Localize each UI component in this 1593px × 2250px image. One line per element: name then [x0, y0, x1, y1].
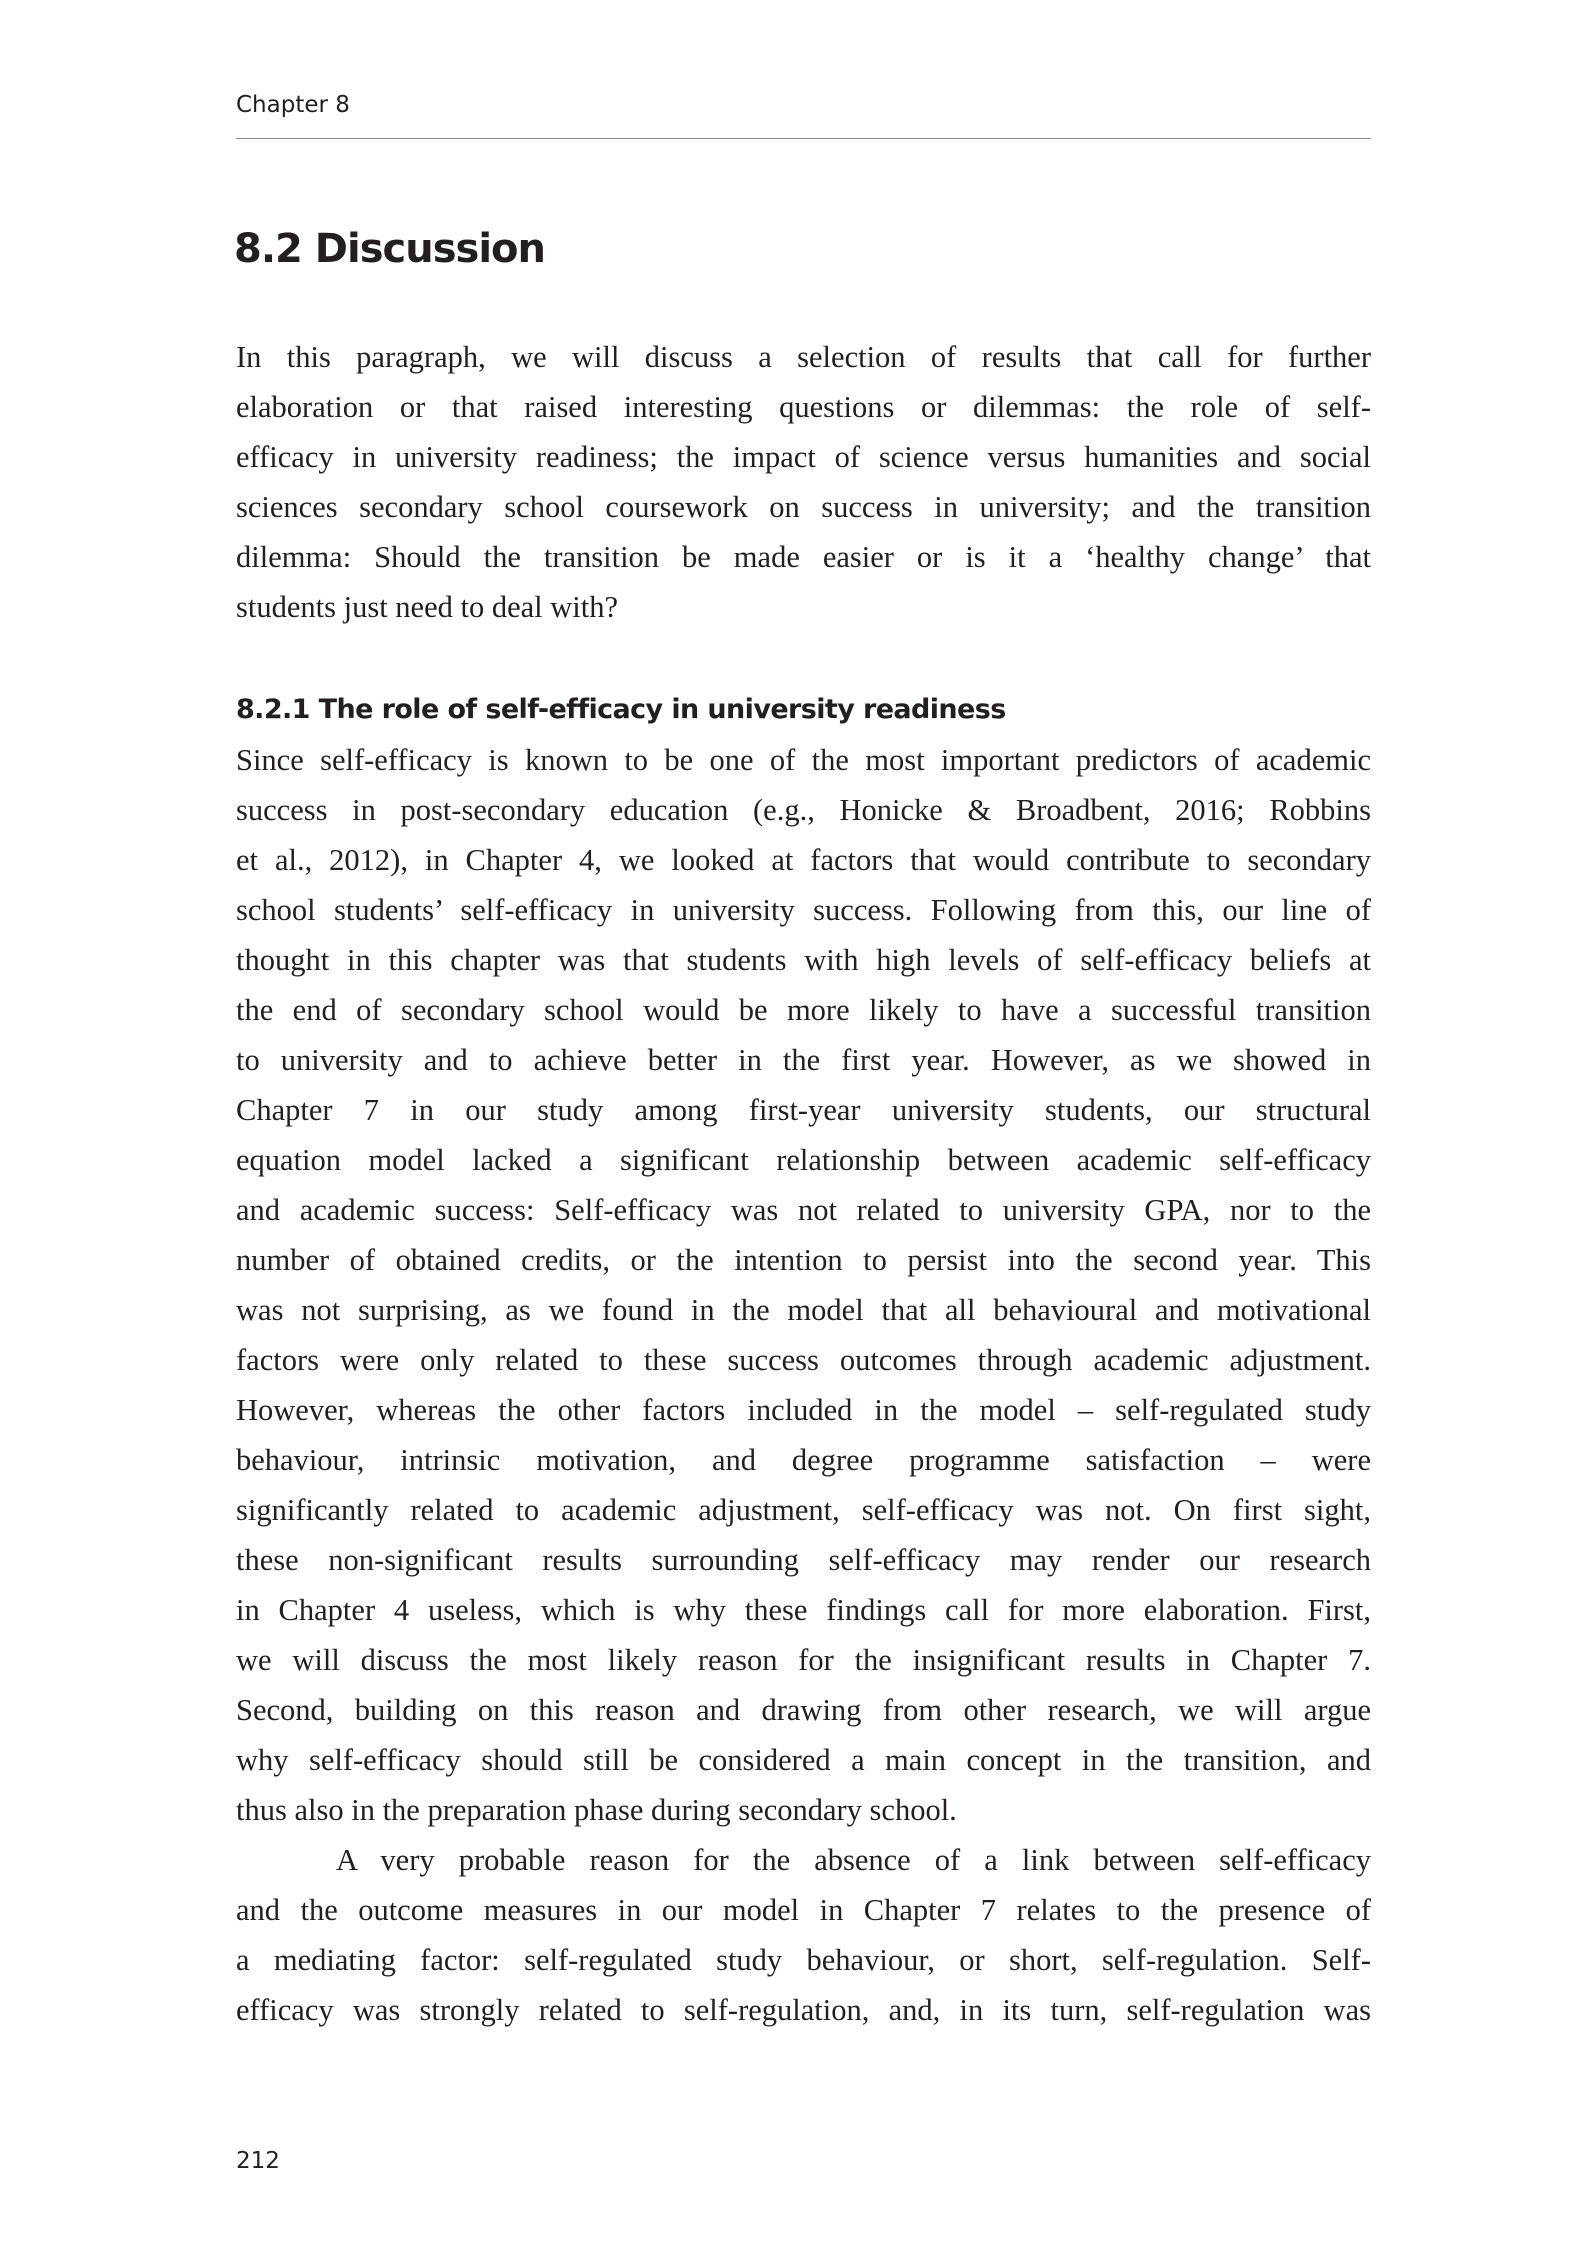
text-line: thus also in the preparation phase during secondary school.: [236, 1793, 957, 1827]
text-line: factors were only related to these success outcomes through academic adjustment.: [236, 1343, 1371, 1377]
intro-paragraph: [236, 332, 1371, 632]
text-line: a mediating factor: self-regulated study behaviour, or short, self-regulation. Self-: [236, 1943, 1371, 1977]
text-line: et al., 2012), in Chapter 4, we looked at factors that would contribute to secondary: [236, 843, 1371, 877]
running-head: Chapter 8: [236, 92, 350, 118]
text-line: school students’ self-efficacy in university success. Following from this, our line of: [236, 893, 1371, 927]
text-line: to university and to achieve better in the first year. However, as we showed in: [236, 1043, 1371, 1077]
text-line: However, whereas the other factors included in the model – self-regulated study: [236, 1393, 1371, 1427]
text-line: Chapter 7 in our study among first-year university students, our structural: [236, 1093, 1371, 1127]
text-line: was not surprising, as we found in the model that all behavioural and motivational: [236, 1293, 1371, 1327]
text-line: behaviour, intrinsic motivation, and degree programme satisfaction – were: [236, 1443, 1371, 1477]
text-line: why self-efficacy should still be considered a main concept in the transition, and: [236, 1743, 1371, 1777]
text-line: Second, building on this reason and drawing from other research, we will argue: [236, 1693, 1371, 1727]
text-line: the end of secondary school would be more likely to have a successful transition: [236, 993, 1371, 1027]
text-line: thought in this chapter was that students with high levels of self-efficacy beliefs at: [236, 943, 1371, 977]
subsection-title: 8.2.1 The role of self-efficacy in university readiness: [236, 694, 1006, 725]
text-line: these non-significant results surrounding self-efficacy may render our research: [236, 1543, 1371, 1577]
text-line: dilemma: Should the transition be made easier or is it a ‘healthy change’ that: [236, 540, 1371, 574]
text-line: A very probable reason for the absence of a link between self-efficacy: [336, 1843, 1371, 1877]
text-line: Since self-efficacy is known to be one of the most important predictors of academic: [236, 743, 1371, 777]
header-rule: [236, 138, 1371, 139]
text-line: students just need to deal with?: [236, 590, 619, 624]
text-line: elaboration or that raised interesting questions or dilemmas: the role of self-: [236, 390, 1371, 424]
page-number: 212: [236, 2148, 280, 2174]
text-line: significantly related to academic adjustment, self-efficacy was not. On first sight,: [236, 1493, 1371, 1527]
body-paragraph-2: [236, 1835, 1371, 2035]
text-line: and academic success: Self-efficacy was not related to university GPA, nor to the: [236, 1193, 1371, 1227]
text-line: efficacy was strongly related to self-regulation, and, in its turn, self-regulation was: [236, 1993, 1371, 2027]
text-line: in Chapter 4 useless, which is why these findings call for more elaboration. First,: [236, 1593, 1371, 1627]
body-paragraph-1: [236, 735, 1371, 1835]
text-line: In this paragraph, we will discuss a selection of results that call for further: [236, 340, 1371, 374]
text-line: success in post-secondary education (e.g., Honicke & Broadbent, 2016; Robbins: [236, 793, 1371, 827]
section-title: 8.2 Discussion: [234, 226, 545, 272]
text-line: sciences secondary school coursework on success in university; and the transition: [236, 490, 1371, 524]
text-line: we will discuss the most likely reason for the insignificant results in Chapter 7.: [236, 1643, 1371, 1677]
text-line: and the outcome measures in our model in Chapter 7 relates to the presence of: [236, 1893, 1371, 1927]
text-line: equation model lacked a significant relationship between academic self-efficacy: [236, 1143, 1371, 1177]
text-line: efficacy in university readiness; the impact of science versus humanities and social: [236, 440, 1371, 474]
text-line: number of obtained credits, or the intention to persist into the second year. This: [236, 1243, 1371, 1277]
